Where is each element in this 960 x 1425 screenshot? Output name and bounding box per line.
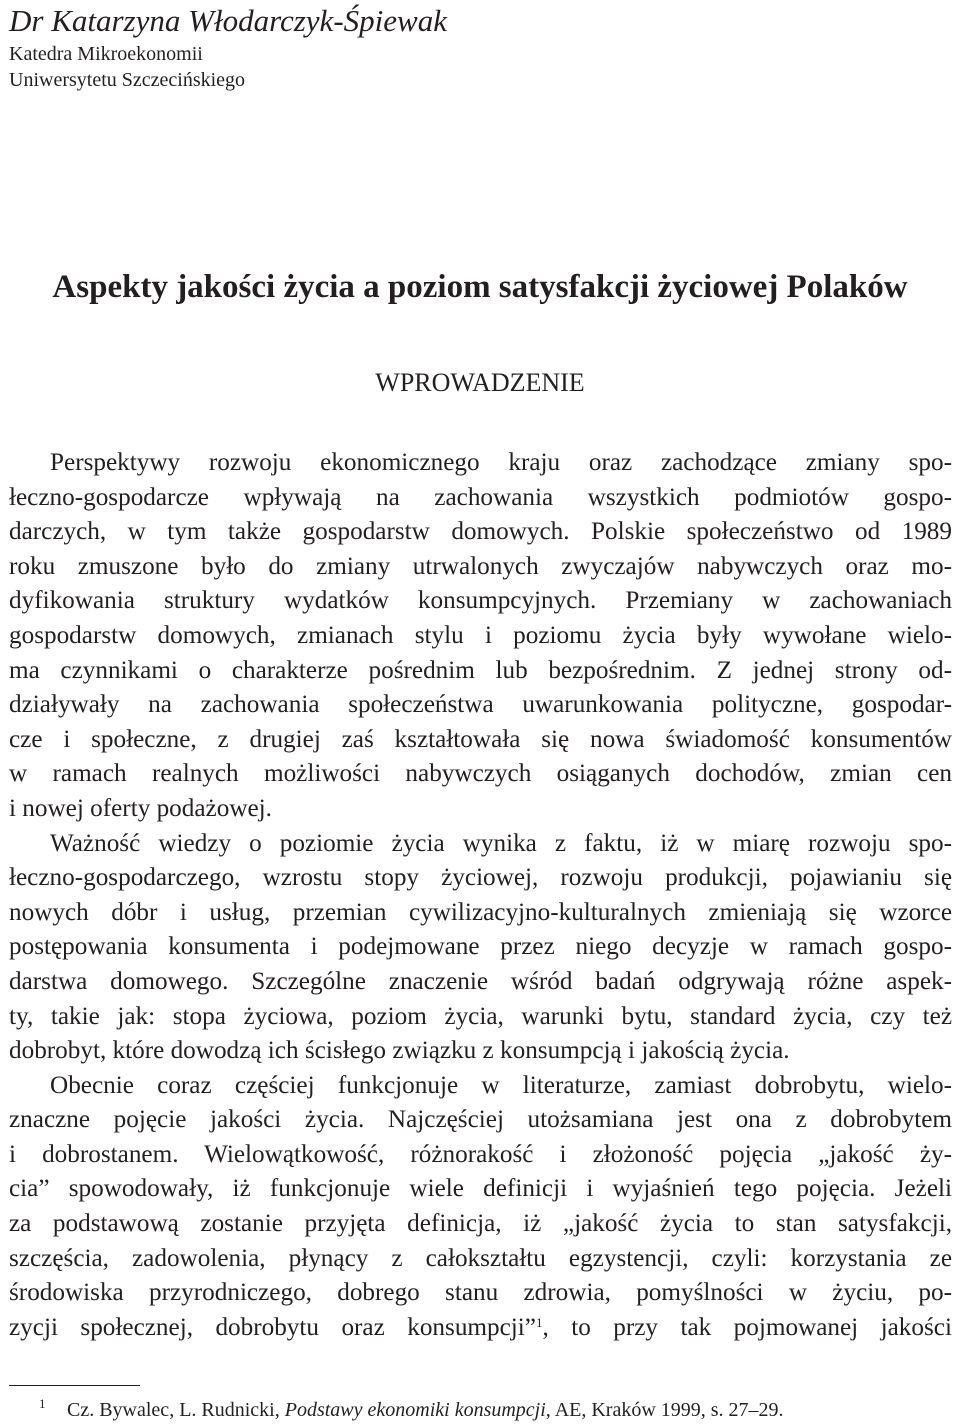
body-line: środowiska przyrodniczego, dobrego stanu zdrowia, pomyślności w życiu, po- (9, 1279, 952, 1307)
body-line: w ramach realnych możliwości nabywczych osiąganych dochodów, zmian cen (9, 760, 952, 788)
body-line: Obecnie coraz częściej funkcjonuje w literaturze, zamiast dobrobytu, wielo- (50, 1071, 952, 1099)
footnote-book-title: Podstawy ekonomiki konsumpcji (284, 1399, 546, 1421)
body-line: dobrobyt, które dowodzą ich ścisłego związku z konsumpcją i jakością życia. (9, 1037, 790, 1065)
body-text (9, 446, 952, 1345)
body-line: cze i społeczne, z drugiej zaś kształtowała się nowa świadomość konsumentów (9, 725, 952, 753)
body-line: ty, takie jak: stopa życiowa, poziom życia, warunki bytu, standard życia, czy też (9, 1002, 952, 1030)
body-line: darczych, w tym także gospodarstw domowych. Polskie społeczeństwo od 1989 (9, 518, 952, 546)
body-line: cia” spowodowały, iż funkcjonuje wiele definicji i wyjaśnień tego pojęcia. Jeżeli (9, 1175, 952, 1203)
body-line: znaczne pojęcie jakości życia. Najczęściej utożsamiana jest ona z dobrobytem (9, 1106, 952, 1134)
body-line-text: zycji społecznej, dobrobytu oraz konsumpcji” (9, 1313, 536, 1341)
body-line: i nowej oferty podażowej. (9, 794, 272, 822)
affiliation-university: Uniwersytetu Szczecińskiego (9, 69, 246, 91)
section-heading: WPROWADZENIE (375, 368, 585, 397)
footnote-reference[interactable]: 1 (535, 1314, 543, 1330)
body-line: szczęścia, zadowolenia, płynący z całokształtu egzystencji, czyli: korzystania ze (9, 1244, 952, 1272)
body-line: postępowania konsumenta i podejmowane przez niego decyzje w ramach gospo- (9, 933, 952, 961)
body-line: ma czynnikami o charakterze pośrednim lub bezpośrednim. Z jednej strony od- (9, 656, 952, 684)
body-line: działywały na zachowania społeczeństwa uwarunkowania polityczne, gospodar- (9, 691, 952, 719)
body-line: nowych dóbr i usług, przemian cywilizacyjno-kulturalnych zmieniają się wzorce (9, 898, 952, 926)
body-line: dyfikowania struktury wydatków konsumpcyjnych. Przemiany w zachowaniach (9, 587, 952, 615)
body-line: roku zmuszone było do zmiany utrwalonych zwyczajów nabywczych oraz mo- (9, 552, 952, 580)
footnote-separator (9, 1385, 140, 1386)
footnote: $^1$ Cz. Bywalec, L. Rudnicki, Podstawy ekonomiki konsumpcji, AE, Kraków 1999, s. 27–29. (39, 1396, 784, 1421)
body-line: Ważność wiedzy o poziomie życia wynika z faktu, iż w miarę rozwoju spo- (50, 829, 952, 857)
body-line: i dobrostanem. Wielowątkowość, różnorakość i złożoność pojęcia „jakość ży- (9, 1140, 952, 1168)
article-title: Aspekty jakości życia a poziom satysfakcji życiowej Polaków (52, 269, 908, 305)
affiliation-department: Katedra Mikroekonomii (9, 43, 203, 65)
body-line: darstwa domowego. Szczególne znaczenie wśród badań odgrywają różne aspek- (9, 967, 952, 995)
body-line: łeczno-gospodarczego, wzrostu stopy życiowej, rozwoju produkcji, pojawianiu się (9, 864, 952, 892)
author-name: Dr Katarzyna Włodarczyk-Śpiewak (9, 3, 447, 38)
body-line: gospodarstw domowych, zmianach stylu i poziomu życia były wywołane wielo- (9, 621, 952, 649)
body-line: za podstawową zostanie przyjęta definicja, iż „jakość życia to stan satysfakcji, (9, 1210, 952, 1238)
body-line-continuation: , to przy tak pojmowanej jakości (542, 1313, 952, 1341)
body-line-with-footnote (9, 1311, 952, 1346)
body-line: Perspektywy rozwoju ekonomicznego kraju oraz zachodzące zmiany spo- (50, 449, 952, 476)
footnote-text-after: , AE, Kraków 1999, s. 27–29. (545, 1399, 784, 1421)
body-line: łeczno-gospodarcze wpływają na zachowania wszystkich podmiotów gospo- (9, 483, 952, 511)
footnote-text-before: Cz. Bywalec, L. Rudnicki, (67, 1399, 285, 1421)
